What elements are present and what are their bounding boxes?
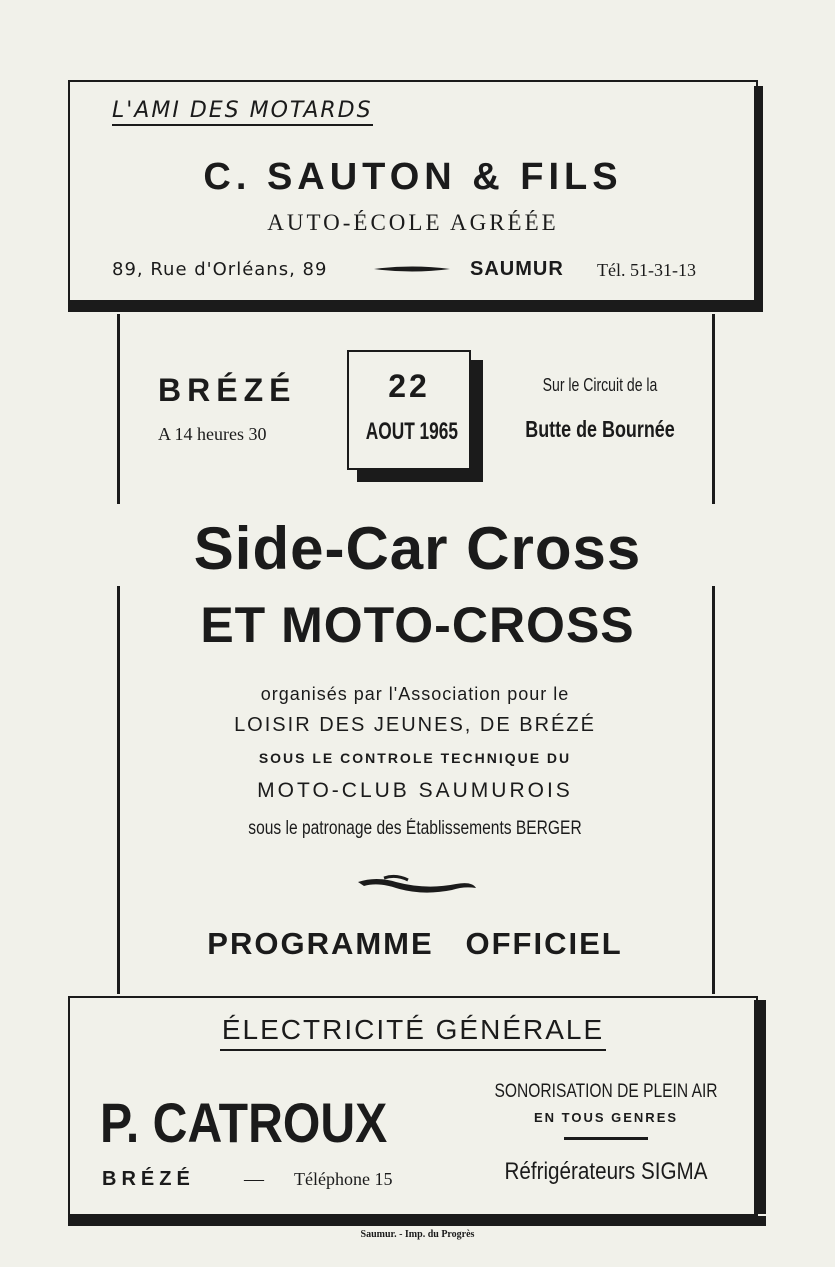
event-town: BRÉZÉ <box>158 372 297 408</box>
sauton-subtitle: AUTO-ÉCOLE AGRÉÉE <box>267 210 559 235</box>
sauton-ad-shadow-bottom <box>68 302 763 312</box>
event-month-year: AOUT 1965 <box>365 418 459 445</box>
catroux-service-line-2: EN TOUS GENRES <box>533 1110 679 1125</box>
catroux-town: BRÉZÉ <box>102 1168 195 1190</box>
catroux-product: Réfrigérateurs SIGMA <box>504 1158 708 1185</box>
event-day: 22 <box>388 368 430 404</box>
event-time: A 14 heures 30 <box>158 424 267 444</box>
sauton-address: 89, Rue d'Orléans, 89 <box>112 259 328 280</box>
circuit-line-1: Sur le Circuit de la <box>542 375 658 395</box>
catroux-heading-wrap <box>70 1014 756 1051</box>
printer-credit: Saumur. - Imp. du Progrès <box>360 1229 475 1240</box>
dash-ornament-icon <box>374 264 450 274</box>
event-title-line-1: Side-Car Cross <box>193 515 642 582</box>
sauton-phone: Tél. 51-31-13 <box>597 260 696 280</box>
catroux-company-name: P. CATROUX <box>100 1091 388 1154</box>
programme-title: PROGRAMME OFFICIEL <box>207 926 623 961</box>
date-box-shadow-right <box>471 360 483 480</box>
flourish-ornament-icon <box>356 874 478 896</box>
catroux-service-line-1: SONORISATION DE PLEIN AIR <box>494 1081 718 1102</box>
frame-left-line-upper <box>117 314 120 504</box>
organiser-line-3: SOUS LE CONTROLE TECHNIQUE DU <box>258 750 572 766</box>
catroux-divider <box>564 1137 648 1140</box>
organiser-line-4: MOTO-CLUB SAUMUROIS <box>257 779 573 802</box>
organiser-line-1: organisés par l'Association pour le <box>260 684 570 704</box>
organiser-line-2: LOISIR DES JEUNES, DE BRÉZÉ <box>234 714 596 736</box>
catroux-heading: ÉLECTRICITÉ GÉNÉRALE <box>220 1014 606 1051</box>
sauton-company-name: C. SAUTON & FILS <box>203 156 623 198</box>
frame-right-line-upper <box>712 314 715 504</box>
sauton-city: SAUMUR <box>470 258 564 280</box>
circuit-line-2: Butte de Bournée <box>525 416 675 442</box>
sauton-slogan: L'AMI DES MOTARDS <box>112 98 373 126</box>
catroux-ad-shadow-bottom <box>68 1216 766 1226</box>
catroux-phone: Téléphone 15 <box>294 1169 393 1189</box>
event-title-line-2: ET MOTO-CROSS <box>200 597 635 653</box>
catroux-dash: — <box>244 1168 264 1190</box>
organiser-line-5: sous le patronage des Établissements BERGER <box>248 818 582 839</box>
date-box-shadow-bottom <box>357 470 483 482</box>
